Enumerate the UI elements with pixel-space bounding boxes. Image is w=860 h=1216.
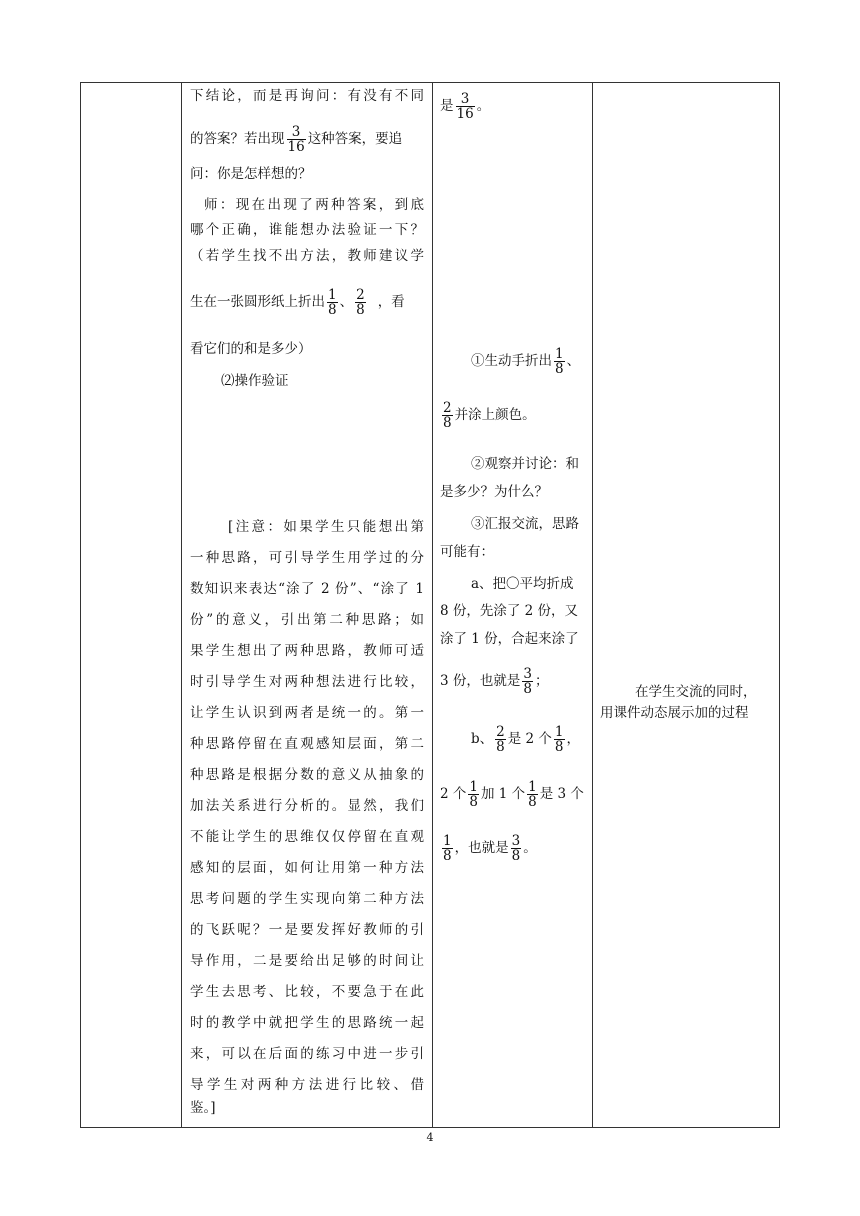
note-line: 让学生认识到两者是统一的。第一 (190, 705, 424, 721)
text-line: ②观察并讨论：和 (471, 456, 579, 472)
text-line: 看它们的和是多少） (190, 341, 312, 357)
text-line: a、把〇平均折成 (471, 576, 574, 592)
text-line: b、 $\frac{2}{8}$ 是 2 个 $\frac{1}{8}$ ， (471, 724, 581, 756)
note-line: [注意：如果学生只能想出第 (228, 519, 424, 535)
page-number: 4 (426, 1131, 434, 1144)
note-line: 的飞跃呢？一是要发挥好教师的引 (190, 922, 424, 938)
note-line: 学生去思考、比较，不要急于在此 (190, 984, 424, 1000)
fraction: $\frac{1}{8}$ (555, 346, 564, 378)
note-line: 加法关系进行分析的。显然，我们 (190, 798, 424, 814)
col-student-activity (433, 83, 592, 1127)
text-line: 涂了 1 份，合起来涂了 (440, 631, 579, 647)
note-line: 种思路停留在直观感知层面，第二 (190, 736, 424, 752)
text-line: 可能有： (440, 544, 494, 560)
text-line: 用课件动态展示加的过程 (600, 705, 749, 721)
fraction: $\frac{1}{8}$ (443, 833, 452, 865)
fraction: $\frac{1}{8}$ (328, 287, 337, 319)
text-line: 是多少？为什么？ (440, 484, 548, 500)
text-line: 师：现在出现了两种答案，到底 (204, 197, 424, 213)
text-line: 8 份，先涂了 2 份，又 (440, 603, 579, 619)
fraction: $\frac{2}{8}$ (356, 287, 365, 319)
text-line: ①生动手折出 $\frac{1}{8}$ 、 (471, 346, 581, 378)
fraction: $\frac{2}{8}$ (496, 724, 505, 756)
fraction: $\frac{3}{8}$ (511, 833, 521, 865)
note-line: 种思路是根据分数的意义从抽象的 (190, 767, 424, 783)
note-line: 时的教学中就把学生的思路统一起 (190, 1015, 424, 1031)
section-heading: ⑵操作验证 (221, 373, 289, 389)
note-line: 时引导学生对两种想法进行比较， (190, 674, 424, 690)
fraction: $\frac{1}{8}$ (528, 779, 537, 811)
fraction: $\frac{1}{8}$ (469, 779, 478, 811)
text-line: 在学生交流的同时， (635, 684, 757, 700)
note-line: 感知的层面，如何让用第一种方法 (190, 860, 424, 876)
note-line: 份”的意义，引出第二种思路；如 (190, 612, 424, 628)
note-line: 不能让学生的思维仅仅停留在直观 (190, 829, 424, 845)
col-stage (81, 83, 181, 1127)
fraction: $\frac{3}{16}$ (456, 91, 474, 123)
fraction: $\frac{2}{8}$ (443, 400, 452, 432)
text-line: $\frac{1}{8}$ ，也就是 $\frac{3}{8}$ 。 (443, 833, 537, 865)
text-line: 3 份，也就是 $\frac{3}{8}$ ； (440, 666, 549, 698)
text-line: 生在一张圆形纸上折出 $\frac{1}{8}$ 、 $\frac{2}{8}$ ，看 (190, 287, 405, 319)
note-line: 导学生对两种方法进行比较、借 (190, 1077, 424, 1093)
text-line: 的答案？若出现 $\frac{3}{16}$ 这种答案，要追 (190, 124, 403, 156)
col-design-intent (593, 83, 779, 1127)
text-line: （若学生找不出方法，教师建议学 (190, 248, 424, 264)
fraction: $\frac{1}{8}$ (554, 724, 564, 756)
col-teacher-activity (182, 83, 432, 1127)
note-line: 数知识来表达“涂了 2 份”、“涂了 1 (190, 581, 424, 597)
note-line: 思考问题的学生实现向第二种方法 (190, 891, 424, 907)
note-line: 鉴。] (190, 1100, 216, 1116)
lesson-table (80, 82, 780, 1128)
fraction: $\frac{3}{16}$ (287, 124, 305, 156)
note-line: 果学生想出了两种思路，教师可适 (190, 643, 424, 659)
text-line: $\frac{2}{8}$ 并涂上颜色。 (443, 400, 536, 432)
text-line: ③汇报交流，思路 (471, 516, 579, 532)
text-line: 2 个 $\frac{1}{8}$ 加 1 个 $\frac{1}{8}$ 是 3 个 (440, 779, 584, 811)
note-line: 导作用，二是要给出足够的时间让 (190, 953, 424, 969)
text-line: 哪个正确，谁能想办法验证一下？ (190, 222, 424, 238)
note-line: 来，可以在后面的练习中进一步引 (190, 1046, 424, 1062)
text-line: 问：你是怎样想的？ (190, 166, 312, 182)
text-line: 是 $\frac{3}{16}$ 。 (440, 91, 491, 123)
note-line: 一种思路，可引导学生用学过的分 (190, 550, 424, 566)
text-line: 下结论，而是再询问：有没有不同 (190, 88, 424, 104)
fraction: $\frac{3}{8}$ (523, 666, 532, 698)
